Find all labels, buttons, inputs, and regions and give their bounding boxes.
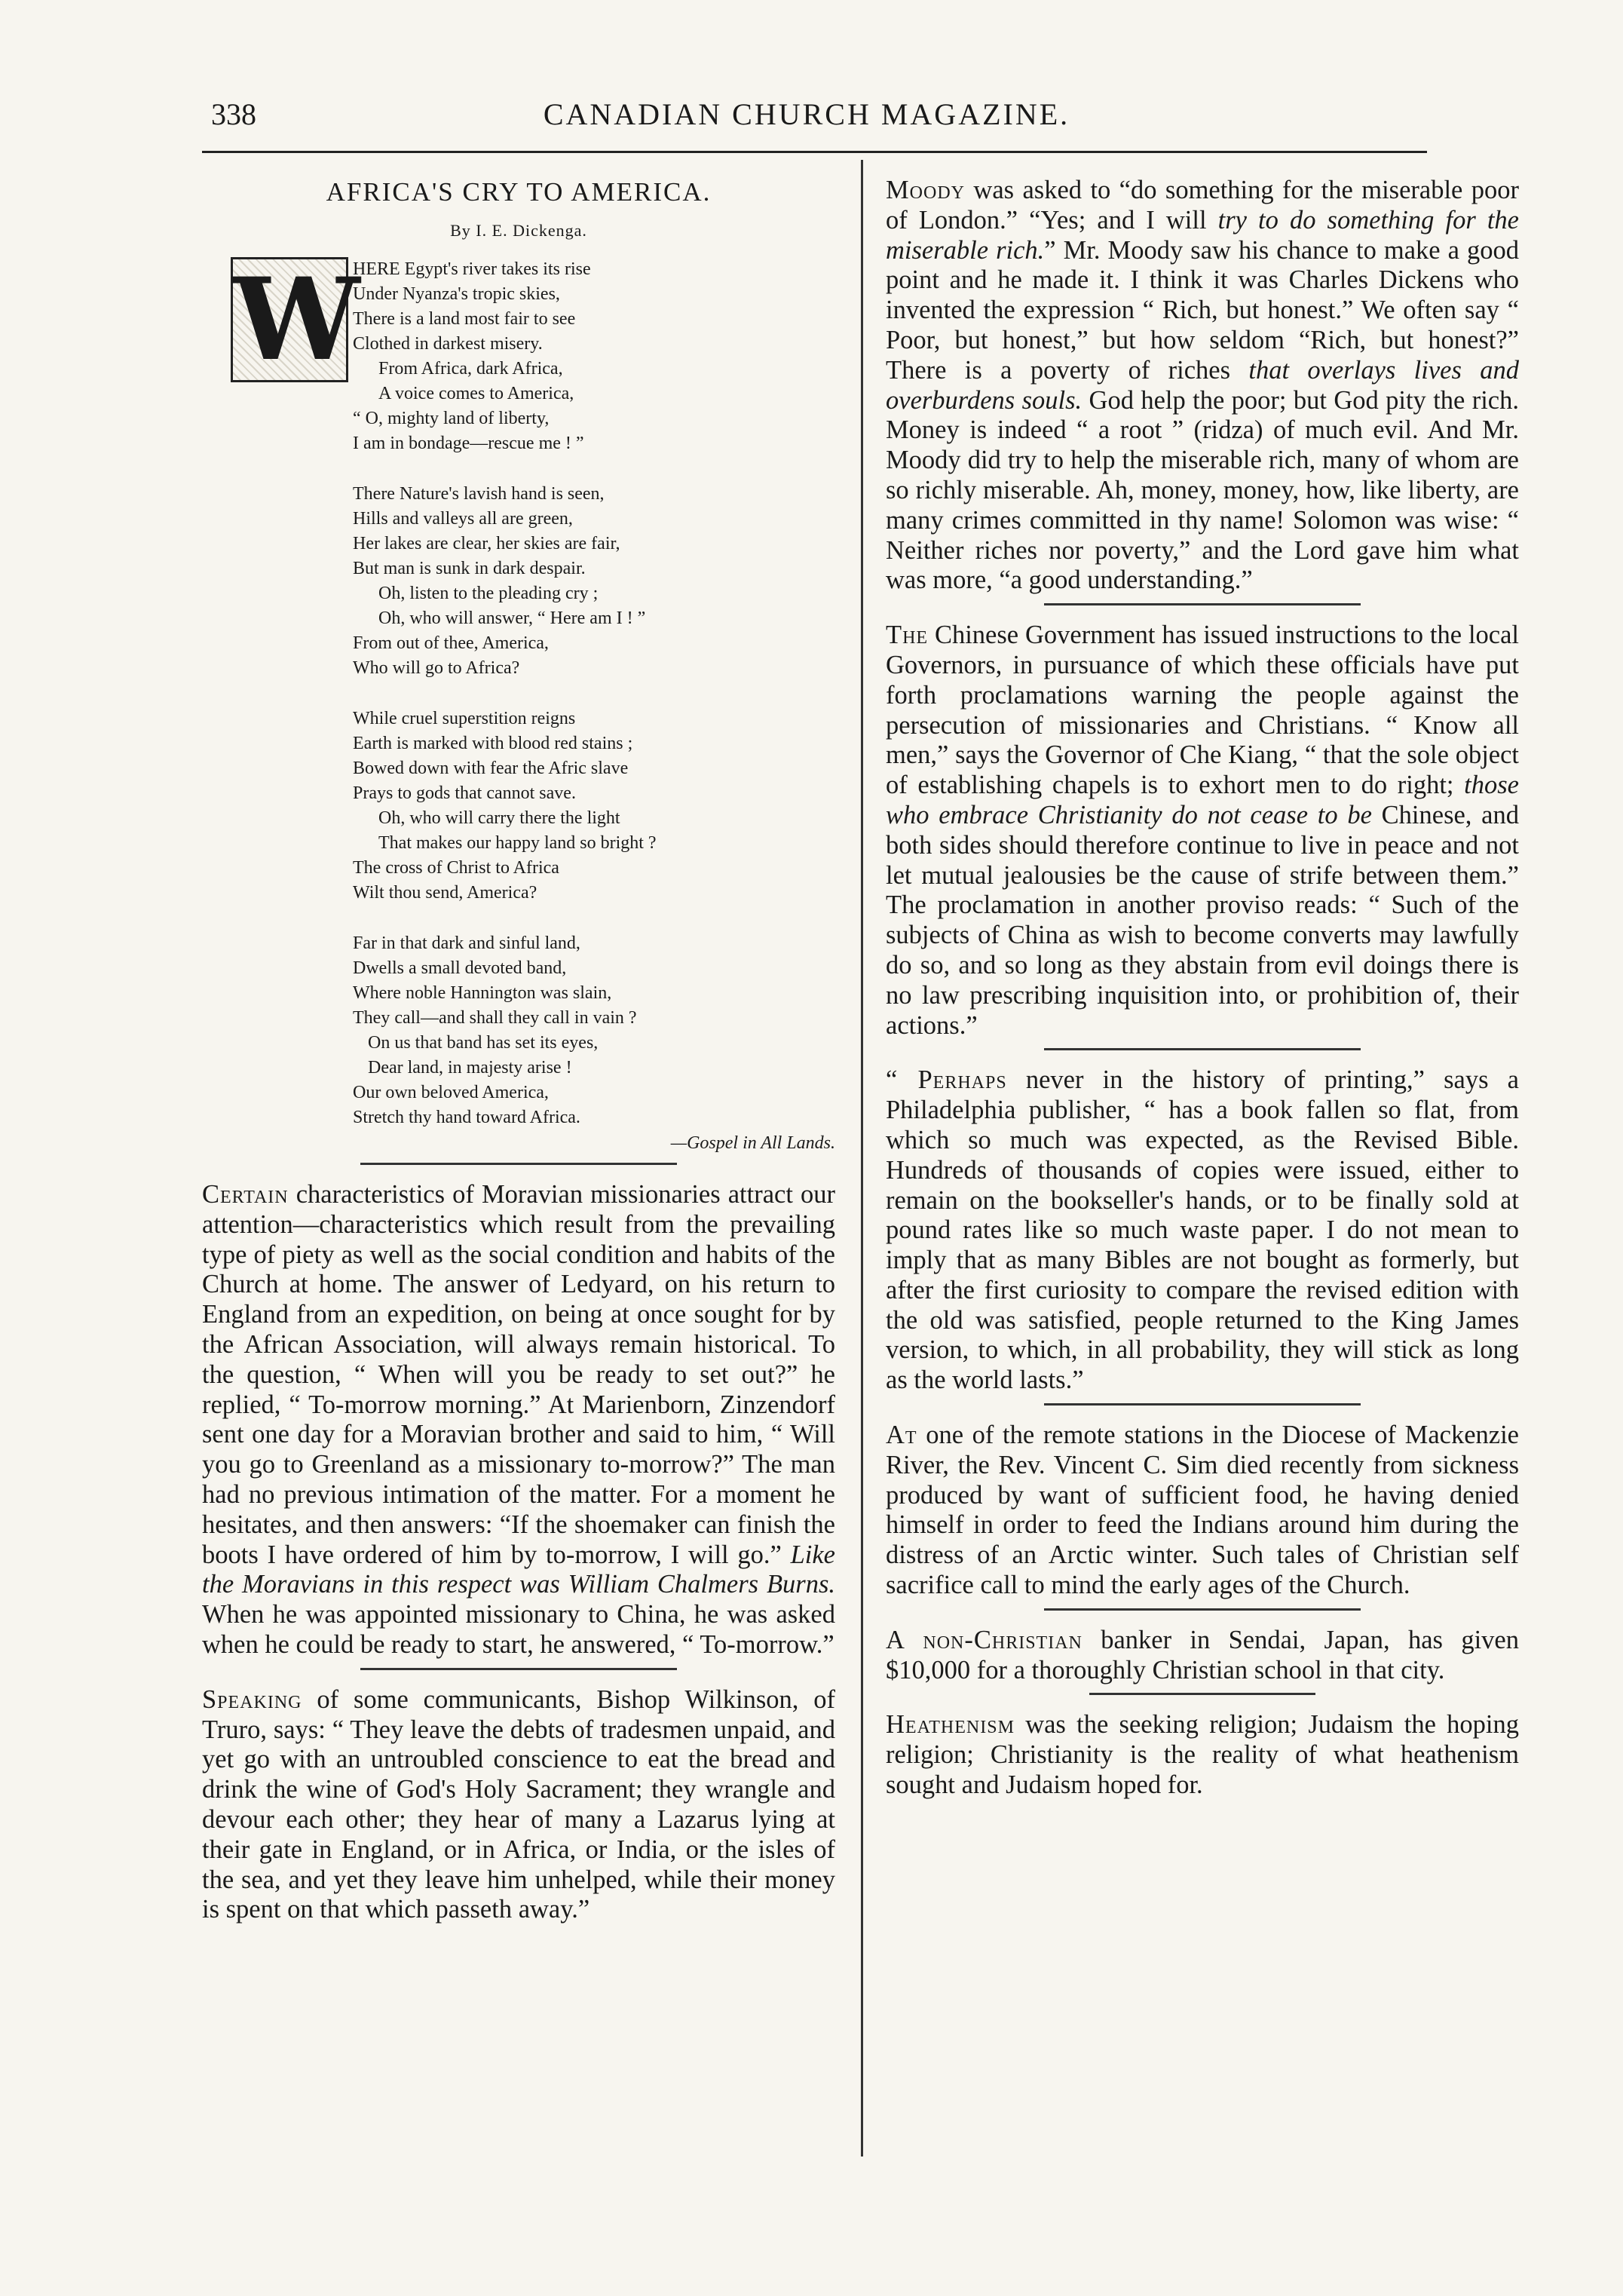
poem-line: I am in bondage—rescue me ! ” — [353, 434, 584, 453]
poem-line: There Nature's lavish hand is seen, — [353, 484, 605, 504]
paragraph-heathenism — [886, 1710, 1519, 1800]
poem-line: Dwells a small devoted band, — [353, 958, 567, 978]
paragraph-text: God help the poor; but God pity the rich. Money is indeed “ a root ” (ridza) of much evil. And Mr. Moody did try to help the miserable rich, many of whom are so richly miserable. Ah, money, money, how, like liberty, are many crimes committed in thy name! Solomon was wise: “ Neither riches nor poverty,” and the Lord gave him what was more, “a good understanding.” — [886, 385, 1519, 595]
poem-byline: By I. E. Dickenga. — [450, 221, 587, 240]
paragraph-bishop-wilkinson — [202, 1685, 835, 1925]
poem-line: There is a land most fair to see — [353, 309, 576, 329]
poem-line: Prays to gods that cannot save. — [353, 783, 576, 803]
paragraph-italic: those who embrace Christianity do not cease to be — [886, 771, 1519, 829]
paragraph-text: of some communicants, Bishop Wilkinson, of Truro, says: “ They leave the debts of tradesmen unpaid, and yet go with an untroubled conscience to eat the bread and drink the wine of God's Holy Sacrament; they wrangle and devour each other; they hear of many a Lazarus lying at their gate in England, or in Africa, or India, or the isles of the sea, and yet they leave him unhelped, while their money is spent on that which passeth away.” — [202, 1684, 835, 1924]
poem-line: Hills and valleys all are green, — [353, 509, 573, 529]
paragraph-sendai-banker — [886, 1626, 1519, 1686]
right-column — [886, 162, 1519, 1805]
poem-line: They call—and shall they call in vain ? — [353, 1008, 637, 1028]
poem — [202, 253, 835, 1130]
lead-word: A non-Christian — [886, 1625, 1083, 1654]
section-separator — [360, 1668, 677, 1670]
paragraph-italic: Like the Moravians in this respect was William Chalmers Burns. — [202, 1540, 835, 1599]
poem-line: On us that band has set its eyes, — [368, 1033, 599, 1053]
paragraph-text: When he was appointed missionary to China, he was asked when he could be ready to start, he answered, “ To-morrow.” — [202, 1600, 835, 1659]
paragraph-mackenzie-river — [886, 1421, 1519, 1601]
poem-line: Clothed in darkest misery. — [353, 334, 543, 354]
paragraph-text: one of the remote stations in the Diocese of Mackenzie River, the Rev. Vincent C. Sim died recently from sickness produced by want of sufficient food, he having denied himself in order to feed the Indians around him during the distress of an Arctic winter. Such tales of Christian self sacrifice call to mind the early ages of the Church. — [886, 1421, 1519, 1600]
lead-word: “ Perhaps — [886, 1065, 1007, 1095]
poem-line: Bowed down with fear the Afric slave — [353, 759, 629, 778]
page-number: 338 — [211, 97, 256, 131]
paragraph-moody — [886, 176, 1519, 596]
poem-line: Oh, listen to the pleading cry ; — [378, 584, 599, 603]
poem-line: Dear land, in majesty arise ! — [368, 1058, 572, 1077]
poem-title: AFRICA'S CRY TO AMERICA. — [326, 177, 712, 207]
poem-stanza — [353, 257, 835, 456]
poem-line: Oh, who will carry there the light — [378, 808, 620, 828]
paragraph-italic: that overlays lives and overburdens souls. — [886, 355, 1519, 415]
poem-stanza — [353, 707, 835, 906]
poem-line: But man is sunk in dark despair. — [353, 559, 586, 578]
paragraph-text: characteristics of Moravian missionaries attract our attention—characteristics which result from the prevailing type of piety as well as the social condition and habits of the Church at home. The answer of Ledyard, on his return to England from an expedition, on being at once sought for by the African Association, will always remain historical. To the question, “ When will you be ready to set out?” he replied, “ To-morrow morning.” At Marienborn, Zinzendorf sent one day for a Moravian brother and said to him, “ Will you go to Greenland as a missionary to-morrow?” The man had no previous intimation of the matter. For a moment he hesitates, and then answers: “If the shoemaker can finish the boots I have ordered of him by to-morrow, I will go.” — [202, 1180, 835, 1569]
poem-line: Wilt thou send, America? — [353, 883, 537, 903]
poem-line: HERE Egypt's river takes its rise — [353, 259, 591, 279]
lead-word: At — [886, 1421, 917, 1450]
poem-line: Our own beloved America, — [353, 1083, 549, 1102]
poem-line: That makes our happy land so bright ? — [378, 833, 657, 853]
paragraph-text: ” Mr. Moody saw his chance to make a good point and he made it. I think it was Charles Dickens who invented the expression “ Rich, but honest.” We often say “ Poor, but honest,” but how seldom “Rich, but honest?” There is a poverty of riches — [886, 235, 1519, 385]
poem-line: Her lakes are clear, her skies are fair, — [353, 534, 620, 553]
left-column — [202, 162, 835, 1930]
poem-line: “ O, mighty land of liberty, — [353, 409, 550, 428]
lead-word: The — [886, 621, 929, 650]
poem-line: Where noble Hannington was slain, — [353, 983, 612, 1003]
section-separator — [1044, 1048, 1361, 1050]
paragraph-text: was asked to “do something for the miserable poor of London.” “Yes; and I will — [886, 176, 1519, 235]
lead-word: Speaking — [202, 1684, 302, 1714]
poem-line: While cruel superstition reigns — [353, 709, 576, 728]
poem-line: Oh, who will answer, “ Here am I ! ” — [378, 608, 646, 628]
poem-line: Stretch thy hand toward Africa. — [353, 1108, 580, 1127]
section-separator — [1044, 1608, 1361, 1611]
lead-word: Heathenism — [886, 1710, 1015, 1740]
paragraph-text: Chinese, and both sides should therefore continue to live in peace and not let mutual jealousies be the cause of strife between them.” The proclamation in another proviso reads: “ Such of the subjects of China as wish to become converts may lawfully do so, and so long as they abstain from evil doings there is no law prescribing inquisition into, or prohibition of, their actions.” — [886, 800, 1519, 1040]
drop-cap-initial: W — [231, 257, 348, 382]
running-head: CANADIAN CHURCH MAGAZINE. — [543, 97, 1070, 131]
poem-stanza — [353, 482, 835, 681]
page-header — [211, 97, 1402, 142]
lead-word: Certain — [202, 1180, 289, 1209]
poem-line: Under Nyanza's tropic skies, — [353, 284, 560, 304]
header-rule — [202, 151, 1427, 153]
poem-line: From out of thee, America, — [353, 633, 549, 653]
paragraph-text: Chinese Government has issued instructions to the local Governors, in pursuance of which these officials have put forth proclamations warning the people against the persecution of missionaries and Christians. “ Know all men,” says the Governor of Che Kiang, “ that the sole object of establishing chapels is to exhort men to do right; — [886, 621, 1519, 800]
poem-line: The cross of Christ to Africa — [353, 858, 559, 878]
poem-line: A voice comes to America, — [378, 384, 574, 403]
section-separator — [1089, 1693, 1315, 1695]
paragraph-moravian — [202, 1180, 835, 1660]
section-separator — [1044, 1403, 1361, 1405]
paragraph-chinese-government — [886, 621, 1519, 1041]
poem-attribution: —Gospel in All Lands. — [670, 1133, 835, 1153]
poem-line: Earth is marked with blood red stains ; — [353, 734, 633, 753]
poem-line: Who will go to Africa? — [353, 658, 520, 678]
poem-line: From Africa, dark Africa, — [378, 359, 563, 379]
paragraph-text: banker in Sendai, Japan, has given $10,000 for a thoroughly Christian school in that city. — [886, 1625, 1519, 1684]
paragraph-text: was the seeking religion; Judaism the hoping religion; Christianity is the reality of what heathenism sought and Judaism hoped for. — [886, 1710, 1519, 1800]
poem-stanza — [353, 931, 835, 1130]
column-divider — [861, 160, 863, 2157]
lead-word: Moody — [886, 176, 966, 204]
section-separator — [360, 1163, 677, 1165]
poem-line: Far in that dark and sinful land, — [353, 933, 580, 953]
paragraph-revised-bible — [886, 1065, 1519, 1396]
paragraph-text: never in the history of printing,” says a Philadelphia publisher, “ has a book fallen so flat, from which so much was expected, as the Revised Bible. Hundreds of thousands of copies were issued, either to remain on the bookseller's hands, or to be finally sold at pound rates like so much waste paper. I do not mean to imply that as many Bibles are not bought as formerly, but after the first curiosity to compare the revised edition with the old was satisfied, people returned to the King James version, to which, in all probability, they will stick as long as the world lasts.” — [886, 1065, 1519, 1395]
paragraph-italic: try to do something for the miserable rich. — [886, 205, 1519, 265]
section-separator — [1044, 603, 1361, 605]
